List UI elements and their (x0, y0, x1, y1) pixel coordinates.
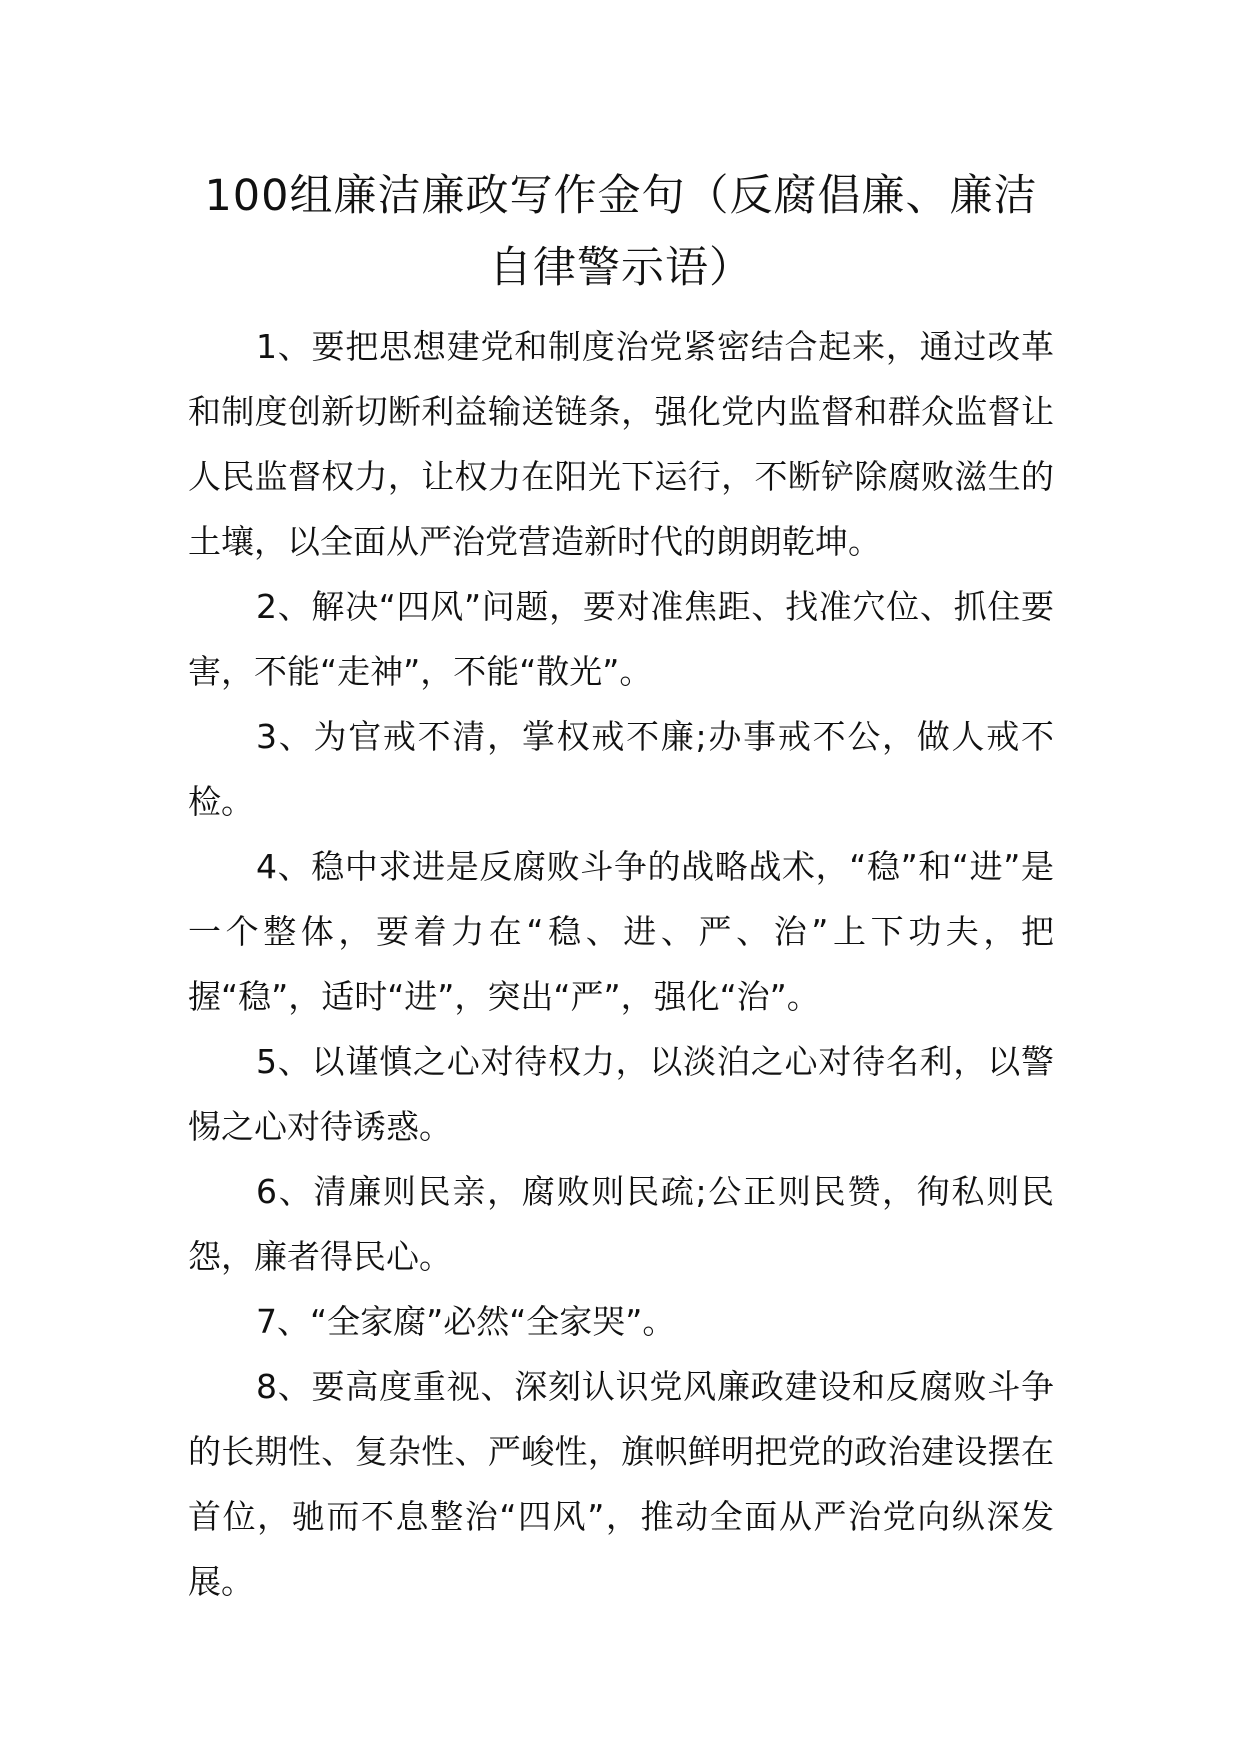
paragraph-7: 7、“全家腐”必然“全家哭”。 (256, 1302, 676, 1341)
paragraph-2: 2、解决“四风”问题，要对准焦距、找准穴位、抓住要害，不能“走神”，不能“散光”。 (188, 587, 1054, 691)
paragraph-6: 6、清廉则民亲，腐败则民疏;公正则民赞，徇私则民怨，廉者得民心。 (188, 1172, 1054, 1276)
document-title: 100组廉洁廉政写作金句（反腐倡廉、廉洁自律警示语） (204, 171, 1038, 293)
paragraph-1: 1、要把思想建党和制度治党紧密结合起来，通过改革和制度创新切断利益输送链条，强化党内监督和群众监督让人民监督权力，让权力在阳光下运行，不断铲除腐败滋生的土壤，以全面从严治党营造新时代的朗朗乾坤。 (188, 327, 1054, 561)
document-page (188, 160, 1054, 1614)
paragraph-3: 3、为官戒不清，掌权戒不廉;办事戒不公，做人戒不检。 (188, 717, 1054, 821)
paragraph-4: 4、稳中求进是反腐败斗争的战略战术，“稳”和“进”是一个整体，要着力在“稳、进、严、治”上下功夫，把握“稳”，适时“进”，突出“严”，强化“治”。 (188, 847, 1054, 1016)
paragraph-5: 5、以谨慎之心对待权力，以淡泊之心对待名利，以警惕之心对待诱惑。 (188, 1042, 1054, 1146)
paragraph-8: 8、要高度重视、深刻认识党风廉政建设和反腐败斗争的长期性、复杂性、严峻性，旗帜鲜明把党的政治建设摆在首位，驰而不息整治“四风”，推动全面从严治党向纵深发展。 (188, 1367, 1054, 1601)
